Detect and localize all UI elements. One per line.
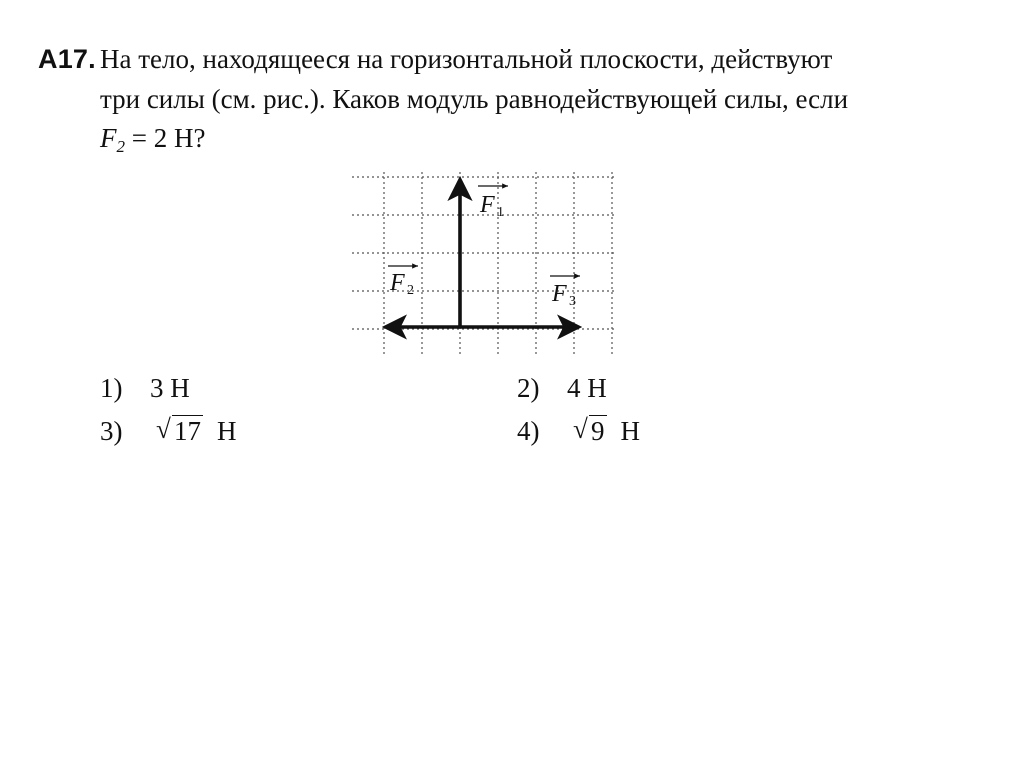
force-subscript: 2 [116, 137, 125, 156]
answer-number: 2) [517, 373, 540, 403]
answer-value: 3 Н [150, 373, 190, 403]
radicand: 9 [591, 416, 605, 446]
f2-label-subscript: 2 [407, 283, 414, 298]
square-root [156, 416, 203, 447]
force-variable: F [100, 123, 117, 153]
answer-value: 4 Н [567, 373, 607, 403]
answer-number: 3) [100, 416, 123, 446]
answer-option-2[interactable] [517, 373, 607, 404]
radicand: 17 [174, 416, 201, 446]
answer-number: 1) [100, 373, 123, 403]
f2-label: F [390, 270, 405, 296]
f1-label-subscript: 1 [497, 205, 504, 220]
answer-option-4[interactable] [517, 416, 640, 447]
answer-unit: Н [620, 416, 640, 446]
question-text-line-1: На тело, находящееся на горизонтальной плоскости, действуют [100, 44, 833, 74]
answer-unit: Н [217, 416, 237, 446]
question-text-line-3 [100, 123, 205, 162]
force-value-text: = 2 Н? [125, 123, 206, 153]
answer-option-1[interactable] [100, 373, 190, 404]
answer-number: 4) [517, 416, 540, 446]
f3-label: F [552, 281, 567, 307]
f3-label-subscript: 3 [569, 294, 576, 309]
question-number: А17. [38, 44, 96, 74]
force-diagram [348, 162, 618, 362]
question-text-line-2: три силы (см. рис.). Каков модуль равнодействующей силы, если [100, 84, 849, 114]
force-diagram-svg [348, 162, 618, 362]
answer-option-3[interactable] [100, 416, 237, 447]
square-root [573, 416, 607, 447]
root-sign-icon: √ [156, 414, 171, 444]
root-sign-icon: √ [573, 414, 588, 444]
f1-label: F [480, 192, 495, 218]
